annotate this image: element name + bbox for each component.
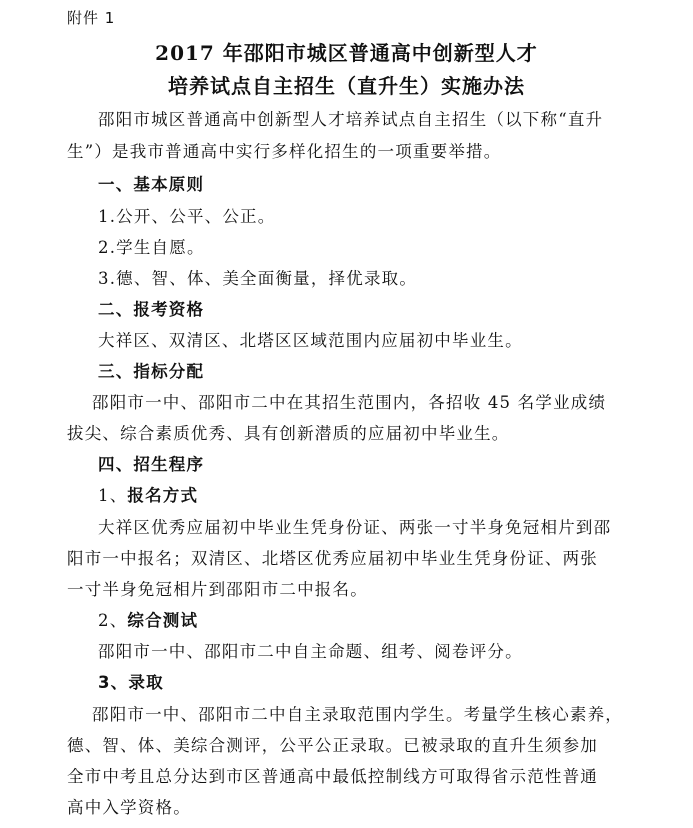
principle-item-3: 3.德、智、体、美全面衡量，择优录取。 <box>98 269 418 288</box>
intro-line-1: 邵阳市城区普通高中创新型人才培养试点自主招生（以下称“直升 <box>98 110 604 129</box>
subsection-title: 综合测试 <box>127 611 199 630</box>
subsection-testing-heading <box>98 609 198 633</box>
intro-line-2: 生”）是我市普通高中实行多样化招生的一项重要举措。 <box>67 142 502 161</box>
subsection-title: 报名方式 <box>127 486 199 505</box>
testing-text: 邵阳市一中、邵阳市二中自主命题、组考、阅卷评分。 <box>98 642 523 661</box>
section-heading-principles: 一、基本原则 <box>98 175 205 194</box>
admission-line-3: 全市中考且总分达到市区普通高中最低控制线方可取得省示范性普通 <box>67 767 598 786</box>
attachment-label: 附件 1 <box>67 9 116 27</box>
registration-line-3: 一寸半身免冠相片到邵阳市二中报名。 <box>67 580 368 599</box>
subsection-number: 2、 <box>98 611 128 630</box>
section-heading-procedure: 四、招生程序 <box>98 455 205 474</box>
document-title-line-1: 2017 年邵阳市城区普通高中创新型人才 <box>155 41 538 65</box>
admission-line-2: 德、智、体、美综合测评，公平公正录取。已被录取的直升生须参加 <box>67 736 598 755</box>
section-heading-eligibility: 二、报考资格 <box>98 300 205 319</box>
subsection-admission-heading: 3、录取 <box>98 673 164 692</box>
registration-line-2: 阳市一中报名；双清区、北塔区优秀应届初中毕业生凭身份证、两张 <box>67 549 598 568</box>
quota-line-2: 拔尖、综合素质优秀、具有创新潜质的应届初中毕业生。 <box>67 424 510 443</box>
document-title-line-2: 培养试点自主招生（直升生）实施办法 <box>168 74 525 98</box>
registration-line-1: 大祥区优秀应届初中毕业生凭身份证、两张一寸半身免冠相片到邵 <box>98 518 612 537</box>
quota-line-1: 邵阳市一中、邵阳市二中在其招生范围内，各招收 45 名学业成绩 <box>92 393 607 412</box>
subsection-number: 1、 <box>98 486 128 505</box>
subsection-registration-heading <box>98 484 198 508</box>
principle-item-1: 1.公开、公平、公正。 <box>98 207 276 226</box>
admission-line-4: 高中入学资格。 <box>67 798 191 817</box>
principle-item-2: 2.学生自愿。 <box>98 238 205 257</box>
admission-line-1: 邵阳市一中、邵阳市二中自主录取范围内学生。考量学生核心素养， <box>92 705 623 724</box>
section-heading-quota: 三、指标分配 <box>98 362 205 381</box>
eligibility-text: 大祥区、双清区、北塔区区域范围内应届初中毕业生。 <box>98 331 523 350</box>
